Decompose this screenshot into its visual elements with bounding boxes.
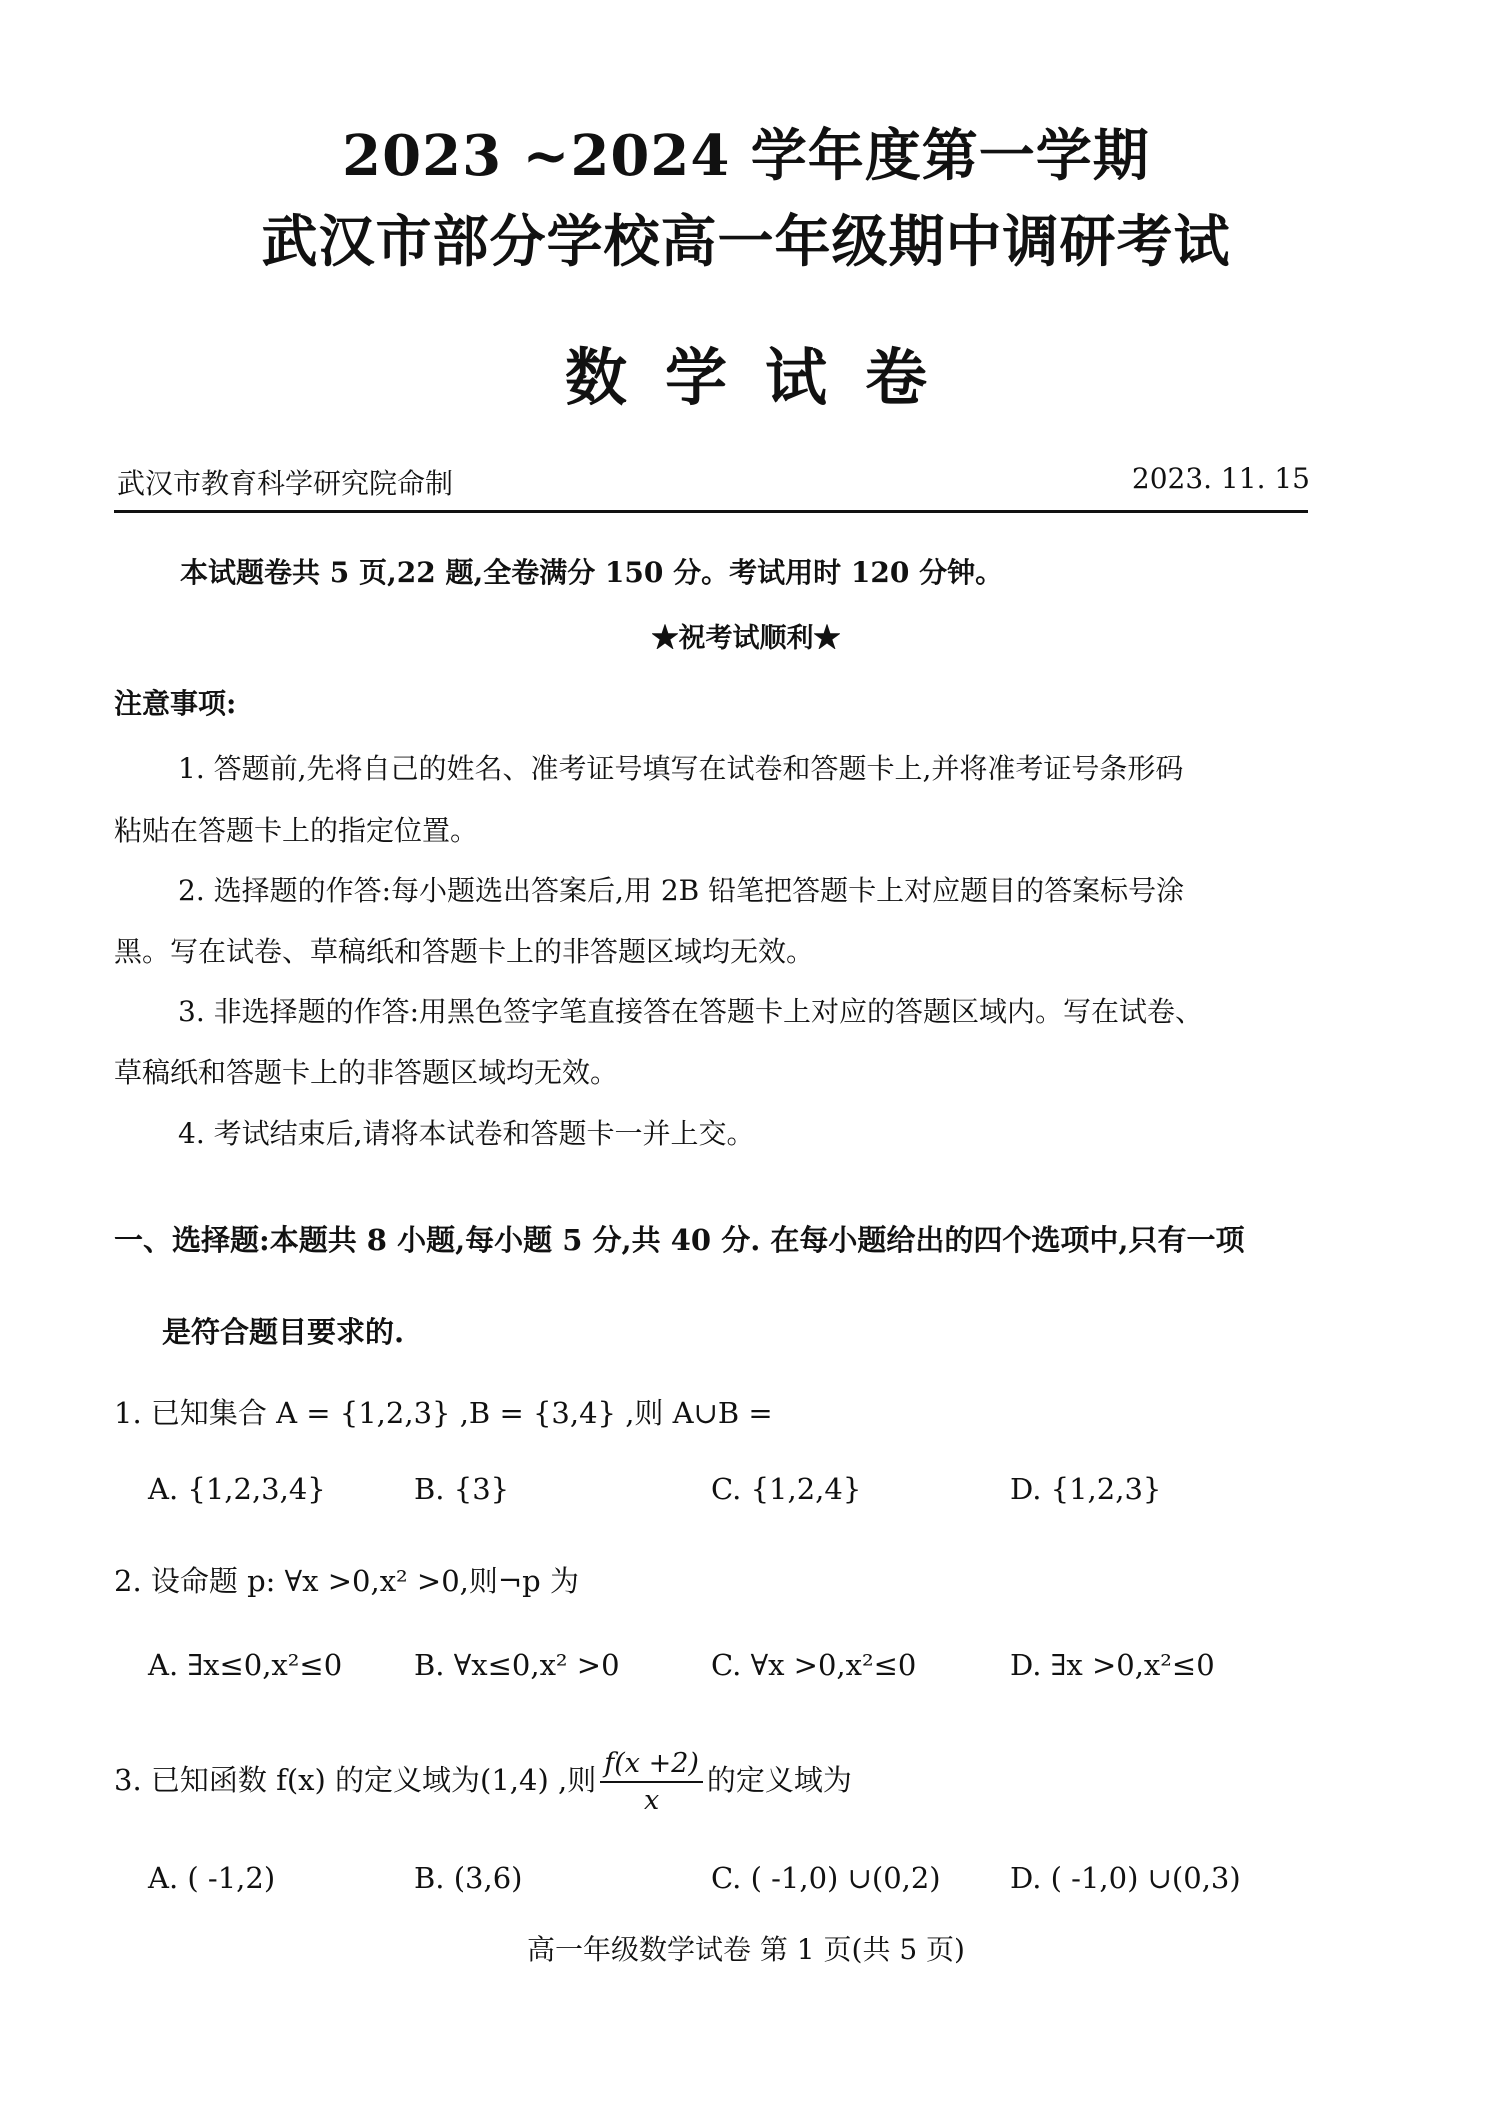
question-2-option-b: B. ∀x≤0,x² >0: [414, 1648, 620, 1682]
question-3-option-b: B. (3,6): [414, 1861, 523, 1895]
question-1-option-a: A. {1,2,3,4}: [148, 1472, 326, 1506]
question-1-stem: 1. 已知集合 A = {1,2,3} ,B = {3,4} ,则 A∪B =: [114, 1396, 773, 1430]
question-2-option-a: A. ∃x≤0,x²≤0: [148, 1648, 343, 1682]
notice-item-1: 1. 答题前,先将自己的姓名、准考证号填写在试卷和答题卡上,并将准考证号条形码: [178, 752, 1184, 785]
fraction-denominator: x: [643, 1785, 660, 1816]
question-3-option-d: D. ( -1,0) ∪(0,3): [1010, 1861, 1241, 1895]
notice-heading: 注意事项:: [114, 687, 237, 720]
fraction-numerator: f(x +2): [600, 1748, 703, 1783]
question-1-option-c: C. {1,2,4}: [711, 1472, 862, 1506]
good-luck-line: ★祝考试顺利★: [651, 623, 841, 654]
question-3-option-a: A. ( -1,2): [148, 1861, 276, 1895]
question-1-option-b: B. {3}: [414, 1472, 510, 1506]
notice-item-3: 3. 非选择题的作答:用黑色签字笔直接答在答题卡上对应的答题区域内。写在试卷、: [178, 995, 1204, 1028]
notice-item-1-cont: 粘贴在答题卡上的指定位置。: [114, 814, 479, 847]
question-2-option-c: C. ∀x >0,x²≤0: [711, 1648, 917, 1682]
question-3-stem-before: 3. 已知函数 f(x) 的定义域为(1,4) ,则: [114, 1763, 597, 1797]
question-3-stem-after: 的定义域为: [706, 1763, 852, 1797]
notice-item-2: 2. 选择题的作答:每小题选出答案后,用 2B 铅笔把答题卡上对应题目的答案标号涂: [178, 874, 1185, 907]
question-3-stem: [114, 1748, 852, 1816]
exam-date: 2023. 11. 15: [1131, 462, 1310, 495]
question-3-option-c: C. ( -1,0) ∪(0,2): [711, 1861, 941, 1895]
header-divider: [114, 510, 1308, 513]
question-2-option-d: D. ∃x >0,x²≤0: [1010, 1648, 1215, 1682]
section-heading: 一、选择题:本题共 8 小题,每小题 5 分,共 40 分. 在每小题给出的四个选项中,只有一项: [114, 1223, 1245, 1257]
exam-title-line1: 2023 ~2024 学年度第一学期: [342, 123, 1150, 189]
exam-author: 武汉市教育科学研究院命制: [117, 467, 454, 500]
notice-item-3-cont: 草稿纸和答题卡上的非答题区域均无效。: [114, 1056, 619, 1089]
question-2-stem: 2. 设命题 p: ∀x >0,x² >0,则¬p 为: [114, 1564, 579, 1598]
section-heading-cont: 是符合题目要求的.: [162, 1315, 405, 1349]
exam-intro: 本试题卷共 5 页,22 题,全卷满分 150 分。考试用时 120 分钟。: [180, 556, 1004, 589]
notice-item-2-cont: 黑。写在试卷、草稿纸和答题卡上的非答题区域均无效。: [114, 935, 815, 968]
page-footer: 高一年级数学试卷 第 1 页(共 5 页): [527, 1933, 965, 1966]
exam-title-line2: 武汉市部分学校高一年级期中调研考试: [261, 209, 1231, 275]
notice-item-4: 4. 考试结束后,请将本试卷和答题卡一并上交。: [178, 1117, 755, 1150]
question-1-option-d: D. {1,2,3}: [1010, 1472, 1162, 1506]
exam-subject-title: 数学试卷: [564, 341, 965, 414]
question-3-fraction: [600, 1748, 703, 1816]
